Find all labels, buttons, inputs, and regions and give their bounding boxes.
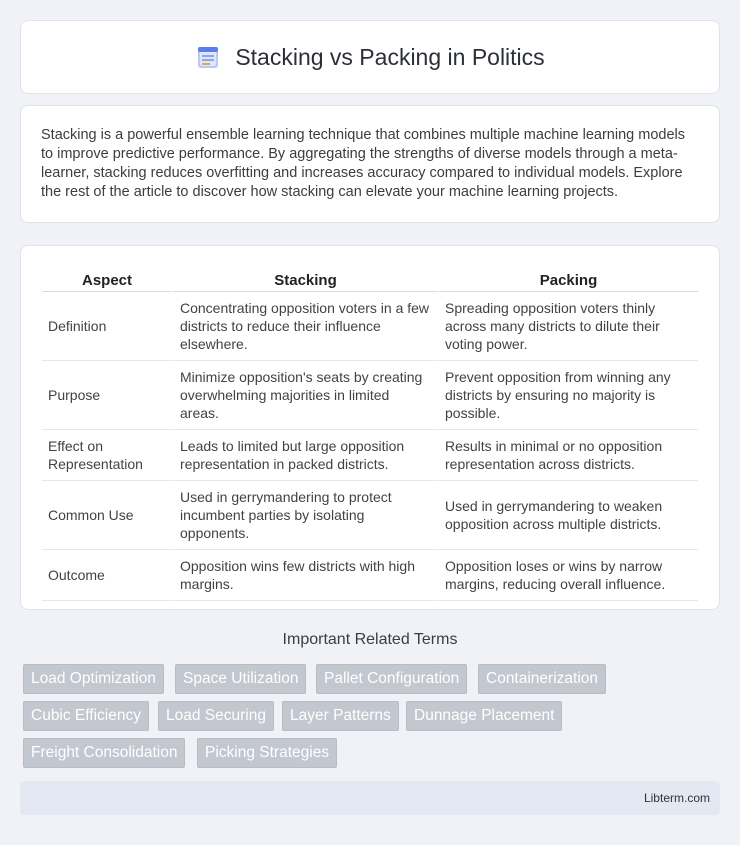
intro-text: Stacking is a powerful ensemble learning technique that combines multiple machine learning models to improve predictive performance. By aggregating the strengths of diverse models through a meta-learner, stacking reduces overfitting and increases accuracy compared to individual models. Explore the rest of the article to discover how stacking can elevate your machine learning projects.	[41, 127, 685, 200]
table-header-row	[42, 266, 698, 292]
related-term-tag[interactable]: Containerization	[478, 664, 606, 694]
table-row	[42, 292, 698, 361]
related-term-tag[interactable]: Dunnage Placement	[406, 701, 562, 731]
related-term-tag[interactable]: Pallet Configuration	[316, 664, 467, 694]
comparison-table	[42, 266, 698, 601]
row-packing: Prevent opposition from winning any districts by ensuring no majority is possible.	[437, 361, 698, 430]
row-aspect: Effect on Representation	[42, 430, 172, 481]
row-stacking: Used in gerrymandering to protect incumbent parties by isolating opponents.	[172, 481, 437, 550]
intro-card	[20, 105, 720, 223]
table-row	[42, 361, 698, 430]
related-term-tag[interactable]: Load Securing	[158, 701, 274, 731]
table-row	[42, 430, 698, 481]
related-term-tag[interactable]: Freight Consolidation	[23, 738, 185, 768]
row-aspect: Definition	[42, 292, 172, 361]
related-term-tag[interactable]: Layer Patterns	[282, 701, 399, 731]
document-stack-icon	[195, 44, 221, 70]
header-packing: Packing	[437, 266, 698, 292]
comparison-table-card	[20, 245, 720, 610]
header-card	[20, 20, 720, 94]
row-stacking: Minimize opposition's seats by creating overwhelming majorities in limited areas.	[172, 361, 437, 430]
footer-site-link[interactable]: Libterm.com	[643, 791, 710, 805]
footer	[20, 781, 720, 815]
row-aspect: Outcome	[42, 550, 172, 601]
header-aspect: Aspect	[42, 266, 172, 292]
related-term-tag[interactable]: Load Optimization	[23, 664, 164, 694]
related-term-tag[interactable]: Space Utilization	[175, 664, 306, 694]
table-row	[42, 550, 698, 601]
related-term-tag[interactable]: Cubic Efficiency	[23, 701, 149, 731]
related-terms-title: Important Related Terms	[282, 631, 458, 648]
page-title: Stacking vs Packing in Politics	[235, 43, 545, 70]
row-packing: Opposition loses or wins by narrow margins, reducing overall influence.	[437, 550, 698, 601]
row-packing: Results in minimal or no opposition representation across districts.	[437, 430, 698, 481]
related-term-tag[interactable]: Picking Strategies	[197, 738, 337, 768]
row-aspect: Common Use	[42, 481, 172, 550]
header-stacking: Stacking	[172, 266, 437, 292]
row-packing: Used in gerrymandering to weaken opposition across multiple districts.	[437, 481, 698, 550]
table-row	[42, 481, 698, 550]
row-stacking: Concentrating opposition voters in a few districts to reduce their influence elsewhere.	[172, 292, 437, 361]
row-stacking: Leads to limited but large opposition representation in packed districts.	[172, 430, 437, 481]
row-packing: Spreading opposition voters thinly across many districts to dilute their voting power.	[437, 292, 698, 361]
row-stacking: Opposition wins few districts with high margins.	[172, 550, 437, 601]
row-aspect: Purpose	[42, 361, 172, 430]
